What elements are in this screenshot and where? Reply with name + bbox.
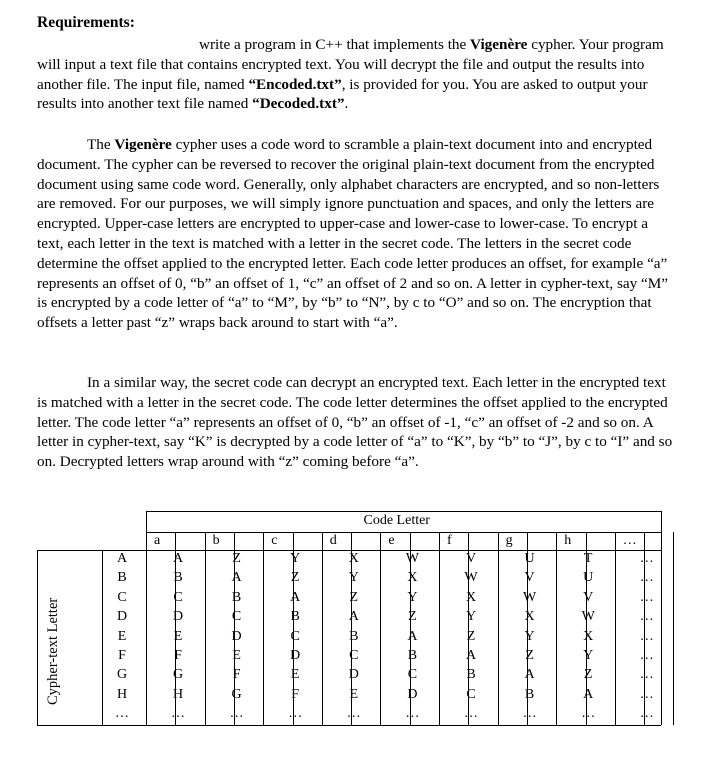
code-letter-header: a: [154, 533, 161, 548]
table-cell: G: [231, 686, 242, 702]
p2-text-2: cypher uses a code word to scramble a plain-text document into and encrypted document. The cypher can be reversed to recover the original plain-text document from the encrypted document using same code word. Generally, only alphabet characters are encrypted, and so non-letters are removed. For our purposes, we will simply ignore punctuation and spaces, and only the letters are encrypted. Upper-case letters are encrypted to upper-case and lower-case to lower-case. To encrypt a text, each letter in the text is matched with a letter in the secret code. The letters in the secret code determine the offset applied to the encrypted letter. Each code letter produces an offset, for example “a” represents an offset of 0, “b” an offset of 1, “c” an offset of 2 and so on. A letter in cypher-text, say “M” is encrypted by a code letter of “a” to “M”, by “b” to “N”, by c to “O” and so on. The encryption that offsets a letter past “z” wraps back around to start with “a”.: [37, 136, 669, 332]
table-cell: B: [524, 686, 535, 702]
row-letter: H: [116, 686, 128, 702]
row-letter: D: [116, 609, 128, 625]
table-cell: X: [524, 609, 535, 625]
table-subheader-line: [146, 532, 661, 533]
table-cell: E: [349, 686, 359, 702]
table-cell: X: [465, 589, 477, 605]
table-cell: E: [232, 648, 241, 663]
table-cell: Z: [232, 551, 241, 566]
table-cell: C: [231, 609, 242, 625]
row-letter: F: [118, 648, 126, 663]
column-divider: [498, 532, 499, 725]
table-cell: D: [231, 628, 242, 644]
table-cell: …: [639, 648, 654, 663]
code-letter-header: f: [447, 533, 452, 548]
code-letter-header: c: [271, 533, 278, 548]
row-letter: G: [116, 667, 128, 683]
table-cell: …: [288, 706, 303, 722]
table-right-border: [661, 511, 662, 725]
table-cell: A: [407, 628, 418, 644]
table-cell: Y: [465, 609, 477, 625]
table-cell: D: [290, 648, 301, 663]
table-cell: B: [407, 648, 418, 663]
code-letter-header: b: [212, 533, 220, 548]
table-cell: A: [348, 609, 359, 625]
table-cell: …: [229, 706, 244, 722]
table-cell: D: [348, 667, 359, 683]
table-cell: D: [407, 686, 418, 702]
table-cell: E: [290, 667, 300, 683]
table-cell: V: [583, 589, 594, 605]
table-cell: C: [349, 648, 359, 663]
table-cell: W: [522, 589, 537, 605]
p1-bold-decoded: “Decoded.txt”: [252, 95, 345, 113]
table-cell: W: [581, 609, 595, 625]
table-cell: T: [583, 551, 593, 566]
table-cell: U: [524, 551, 535, 566]
table-cell: U: [583, 570, 594, 586]
table-cell: V: [524, 570, 535, 586]
code-letter-header: …: [622, 533, 637, 548]
table-cell: Z: [583, 667, 593, 683]
row-letter: A: [116, 551, 128, 566]
table-cell: H: [172, 686, 184, 702]
table-cell: B: [349, 628, 359, 644]
table-cell: …: [171, 706, 185, 722]
p3-text-1: In a similar way, the secret code can decrypt an encrypted text. Each letter in the encrypted text is matched with a letter in the secret code. The code letter determines the offset applied to the encrypted letter. The code letter “a” represents an offset of 0, “b” an offset of -1, “c” an offset of -2 and so on. A letter in cypher-text, say “K” is decrypted by a code letter of “a” to “K”, by “b” to “J”, by c to “I” and so on. Decrypted letters wrap around with “z” coming before “a”.: [37, 374, 673, 471]
table-cell: …: [639, 667, 654, 683]
table-bottom-border: [37, 725, 661, 726]
heading: Requirements:: [37, 14, 135, 31]
table-cell: C: [407, 667, 418, 683]
code-letter-header: e: [388, 533, 395, 548]
column-divider: [673, 532, 674, 725]
table-cell: Z: [408, 609, 417, 625]
table-cell: A: [583, 686, 594, 702]
table-cell: A: [290, 589, 301, 605]
column-divider: [263, 532, 264, 725]
table-cell: F: [291, 686, 300, 702]
table-cell: Z: [290, 570, 300, 586]
p1-text-1: write a program in C++ that implements the: [199, 36, 471, 53]
table-cell: …: [639, 589, 654, 605]
table-cell: D: [172, 609, 184, 625]
column-divider: [615, 532, 616, 725]
p1-text-2: cypher. Your program will input a text file that contains encrypted text. You will decrypt the file and output the results into another file. The input file, named: [37, 36, 664, 93]
table-cell: E: [173, 628, 183, 644]
table-cell: X: [583, 628, 594, 644]
table-top-border: [146, 511, 661, 512]
paragraph-encryption: [37, 135, 677, 333]
p1-text-4: .: [344, 95, 349, 113]
table-cell: F: [174, 648, 182, 663]
side-label-divider: [102, 550, 103, 725]
table-cell: …: [464, 706, 478, 722]
table-cell: Z: [349, 589, 359, 605]
column-divider: [205, 532, 206, 725]
table-cell: Y: [583, 648, 594, 663]
table-cell: …: [639, 686, 654, 702]
table-cell: Z: [466, 628, 476, 644]
table-cell: B: [173, 570, 183, 586]
table-cell: Y: [290, 551, 301, 566]
code-letter-title: Code Letter: [363, 513, 430, 528]
table-cell: …: [522, 706, 537, 722]
p1-bold-vigenere: Vigenère: [470, 36, 528, 53]
code-letter-header: g: [505, 533, 513, 548]
table-cell: A: [524, 667, 535, 683]
p2-text-1: The: [87, 136, 115, 153]
p1-text-3: , is provided for you. You are asked to output your results into another text file named: [37, 75, 648, 113]
table-cell: A: [172, 551, 184, 566]
table-cell: F: [232, 667, 241, 683]
p2-bold-vigenere: Vigenère: [114, 136, 172, 153]
table-cell: …: [346, 706, 361, 722]
table-cell: …: [581, 706, 596, 722]
table-cell: C: [173, 589, 183, 605]
code-letter-header: d: [329, 533, 337, 548]
table-cell: …: [639, 628, 654, 644]
table-cell: X: [407, 570, 418, 586]
row-letter-divider: [146, 511, 147, 725]
table-cell: W: [405, 551, 419, 566]
table-cell: …: [639, 706, 654, 722]
paragraph-intro: [37, 35, 677, 114]
table-cell: …: [405, 706, 420, 722]
table-cell: A: [465, 648, 477, 663]
code-letter-header: h: [564, 533, 572, 548]
table-cell: X: [348, 551, 359, 566]
table-cell: Z: [525, 648, 534, 663]
table-cell: B: [466, 667, 476, 683]
table-cell: W: [464, 570, 478, 586]
column-divider: [556, 532, 557, 725]
row-letter: E: [117, 628, 127, 644]
paragraph-decryption: [37, 373, 677, 472]
table-left-border: [37, 550, 38, 725]
table-cell: G: [172, 667, 184, 683]
row-letter: C: [117, 589, 127, 605]
cypher-text-letter-label: Cypher-text Letter: [45, 597, 61, 705]
column-divider: [322, 532, 323, 725]
table-cell: Y: [407, 589, 418, 605]
table-cell: V: [465, 551, 477, 566]
table-cell: …: [639, 570, 654, 586]
column-divider: [380, 532, 381, 725]
row-letter: B: [117, 570, 127, 586]
table-cell: …: [639, 609, 654, 625]
table-cell: Y: [348, 570, 359, 586]
table-cell: C: [466, 686, 476, 702]
table-cell: B: [290, 609, 300, 625]
row-letter: …: [115, 706, 129, 722]
table-cell: …: [639, 551, 654, 566]
table-cell: A: [231, 570, 242, 586]
table-cell: Y: [524, 628, 535, 644]
column-divider: [439, 532, 440, 725]
table-cell: C: [290, 628, 300, 644]
table-cell: B: [231, 589, 242, 605]
p1-bold-encoded: “Encoded.txt”: [248, 75, 342, 93]
